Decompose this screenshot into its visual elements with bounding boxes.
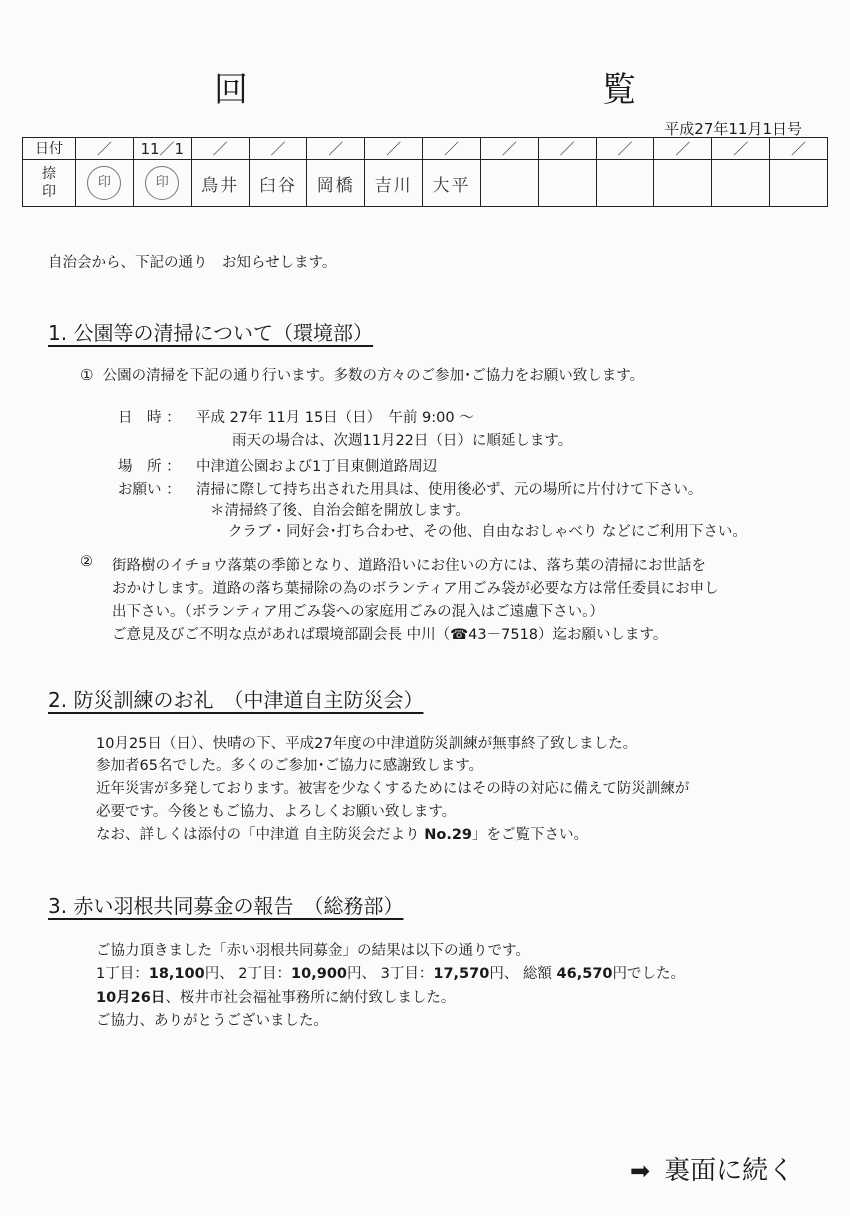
section2-heading: 2. 防災訓練のお礼 （中津道自主防災会） (48, 688, 424, 712)
item-text: 公園の清掃を下記の通り行います。多数の方々のご参加･ご協力をお願い致します。 (102, 368, 645, 384)
newsletter-number: No.29 (424, 827, 473, 843)
date-header: 日付 (23, 138, 76, 160)
seal-cell (770, 160, 828, 207)
donation-amount: 10,900 (291, 966, 348, 982)
seal-handwritten: 岡橋 (316, 175, 355, 196)
date-value: 平成 27年 11月 15日（日） 午前 9:00 ～ (196, 410, 474, 426)
seal-cell (654, 160, 712, 207)
section3-line: ご協力頂きました「赤い羽根共同募金」の結果は以下の通りです。 (96, 943, 530, 959)
section1-item2-line: ご意見及びご不明な点があれば環境部副会長 中川（☎43－7518）迄お願いします。 (112, 627, 668, 643)
section3-line: ご協力、ありがとうございました。 (96, 1013, 328, 1029)
place-value: 中津道公園および1丁目東側道路周辺 (196, 459, 438, 475)
section3-line: 10月26日、桜井市社会福祉事務所に納付致しました。 (96, 990, 456, 1006)
donation-amount: 17,570 (433, 966, 490, 982)
section2-line: 10月25日（日）、快晴の下、平成27年度の中津道防災訓練が無事終了致しました。 (96, 736, 638, 752)
section3-heading: 3. 赤い羽根共同募金の報告 （総務部） (48, 894, 404, 918)
section1-heading: 1. 公園等の清掃について（環境部） (48, 321, 374, 345)
seal-cell (307, 160, 365, 207)
donation-total: 46,570 (556, 966, 613, 982)
seal-handwritten: 鳥井 (201, 175, 240, 196)
arrow-right-icon: ➡ (630, 1157, 651, 1185)
section1-item2-line: 出下さい。（ボランティア用ごみ袋への家庭用ごみの混入はご遠慮下さい。） (112, 604, 604, 620)
date-cell: ／ (712, 138, 770, 160)
open-hall-note: ＊清掃終了後、自治会館を開放します。 (210, 503, 470, 519)
donation-results: 1丁目：18,100円、 2丁目：10,900円、 3丁目：17,570円、 総額 46,570円でした。 (96, 966, 686, 982)
date-cell: ／ (480, 138, 538, 160)
seal-cell (596, 160, 654, 207)
seal-stamp: 印 (87, 166, 121, 200)
date-label: 日 時 ： (118, 410, 181, 426)
seal-cell (249, 160, 307, 207)
payment-date: 10月26日 (96, 990, 166, 1006)
section2-line: 近年災害が多発しております。被害を少なくするためにはその時の対応に備えて防災訓練が (96, 781, 690, 797)
seal-handwritten: 臼谷 (258, 175, 297, 196)
seal-cell (133, 160, 191, 207)
seal-header: 捺 印 (23, 160, 76, 207)
seal-cell (712, 160, 770, 207)
date-cell: ／ (191, 138, 249, 160)
date-cell: ／ (538, 138, 596, 160)
request-label: お願い ： (118, 482, 181, 498)
date-cell: ／ (596, 138, 654, 160)
seal-cell (76, 160, 134, 207)
section2-line: 参加者65名でした。多くのご参加･ご協力に感謝致します。 (96, 758, 484, 774)
section2-line: なお、詳しくは添付の「中津道 自主防災会だより No.29」をご覧下さい。 (96, 827, 589, 843)
date-cell: ／ (76, 138, 134, 160)
date-cell: ／ (654, 138, 712, 160)
seal-cell (365, 160, 423, 207)
seal-row (23, 160, 828, 207)
request-value: 清掃に際して持ち出された用具は、使用後必ず、元の場所に片付けて下さい。 (196, 482, 703, 498)
continue-text: 裏面に続く (664, 1156, 795, 1186)
section1-item2-line: おかけします。道路の落ち葉掃除の為のボランティア用ごみ袋が必要な方は常任委員にお申し (112, 581, 719, 597)
seal-handwritten: 大平 (432, 175, 471, 196)
continue-on-back (630, 1150, 794, 1187)
place-label: 場 所 ： (118, 459, 181, 475)
date-cell: ／ (249, 138, 307, 160)
intro-text: 自治会から、下記の通り お知らせします。 (48, 255, 337, 271)
date-cell: ／ (307, 138, 365, 160)
circulation-table (22, 137, 828, 207)
section1-item2-line: 街路樹のイチョウ落葉の季節となり、道路沿いにお住いの方には、落ち葉の清掃にお世話を (112, 558, 707, 574)
seal-cell (423, 160, 481, 207)
issue-date: 平成27年11月1日号 (664, 120, 802, 138)
item-number: ① (80, 366, 94, 384)
date-cell: ／ (423, 138, 481, 160)
usage-note: クラブ・同好会･打ち合わせ、その他、自由なおしゃべり などにご利用下さい。 (228, 524, 747, 540)
seal-cell (538, 160, 596, 207)
seal-handwritten: 吉川 (374, 175, 413, 196)
rain-note: 雨天の場合は、次週11月22日（日）に順延します。 (232, 433, 573, 449)
date-cell: ／ (365, 138, 423, 160)
donation-amount: 18,100 (148, 966, 205, 982)
page-title: 回 覧 (214, 70, 796, 110)
date-cell: ／ (770, 138, 828, 160)
seal-cell (191, 160, 249, 207)
section2-line: 必要です。今後ともご協力、よろしくお願い致します。 (96, 804, 457, 820)
item-number: ② (80, 554, 93, 570)
seal-stamp: 印 (145, 166, 179, 200)
section1-item1 (80, 364, 644, 385)
date-row (23, 138, 828, 160)
seal-cell (480, 160, 538, 207)
date-cell: 11／1 (133, 138, 191, 160)
